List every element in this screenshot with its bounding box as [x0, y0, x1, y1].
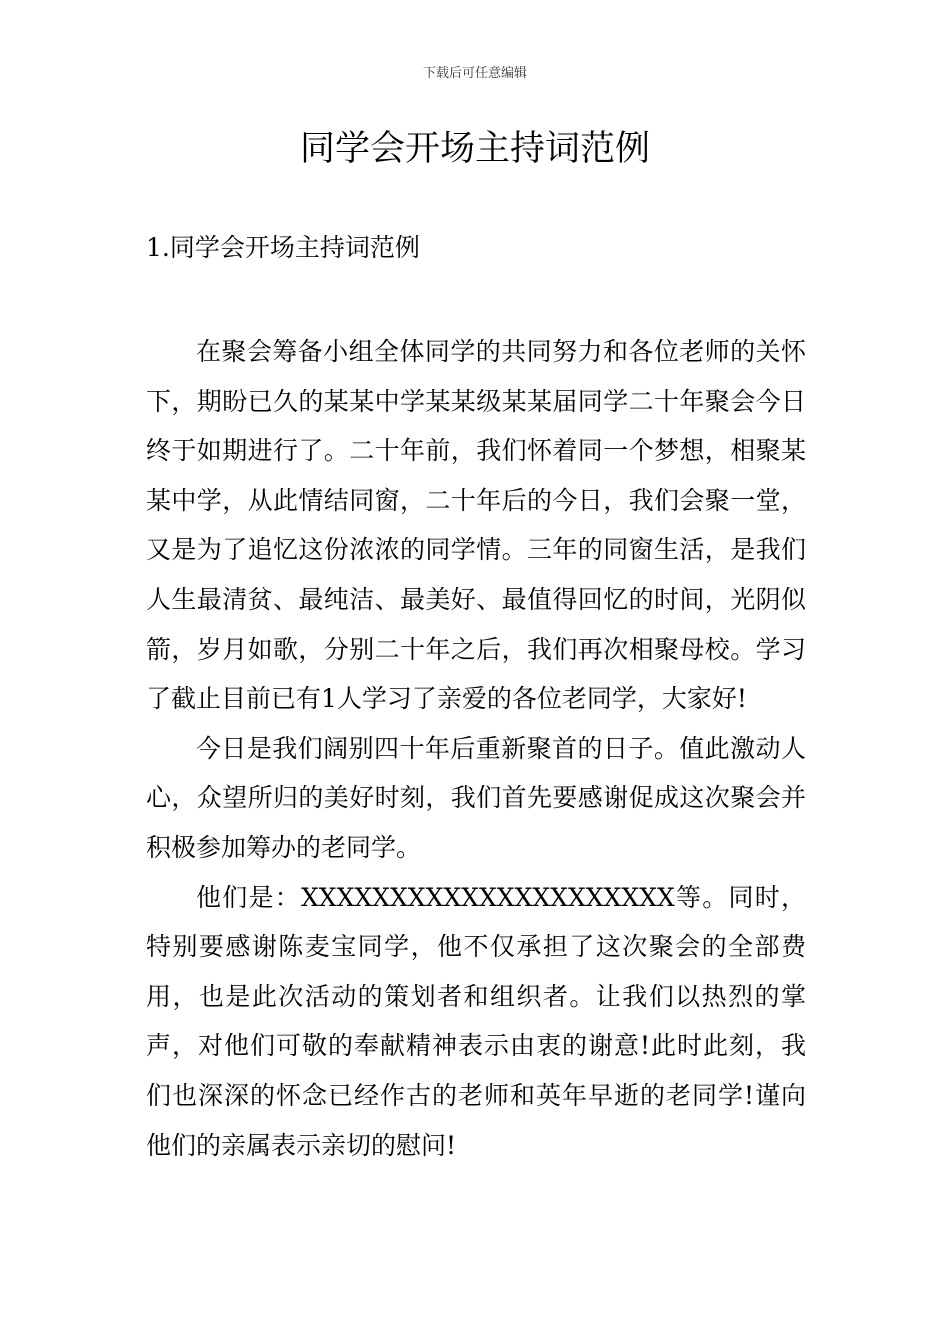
paragraph: 他们是：XXXXXXXXXXXXXXXXXXXXX等。同时，特别要感谢陈麦宝同学，他不仅承担了这次聚会的全部费用，也是此次活动的策划者和组织者。让我们以热烈的掌声，对他们可敬的奉献精神表示由衷的谢意!此时此刻，我们也深深的怀念已经作古的老师和英年早逝的老同学!谨向他们的亲属表示亲切的慰问! — [146, 882, 806, 1160]
document-title: 同学会开场主持词范例 — [299, 129, 650, 169]
section-heading: 1.同学会开场主持词范例 — [146, 233, 420, 262]
body-text — [146, 327, 806, 1170]
header-note: 下载后可任意编辑 — [422, 66, 527, 81]
paragraph: 今日是我们阔别四十年后重新聚首的日子。值此激动人心，众望所归的美好时刻，我们首先要感谢促成这次聚会并积极参加筹办的老同学。 — [146, 733, 806, 862]
paragraph: 在聚会筹备小组全体同学的共同努力和各位老师的关怀下，期盼已久的某某中学某某级某某届同学二十年聚会今日终于如期进行了。二十年前，我们怀着同一个梦想，相聚某某中学，从此情结同窗，二十年后的今日，我们会聚一堂，又是为了追忆这份浓浓的同学情。三年的同窗生活，是我们人生最清贫、最纯洁、最美好、最值得回忆的时间，光阴似箭，岁月如歌，分别二十年之后，我们再次相聚母校。学习了截止目前已有1人学习了亲爱的各位老同学，大家好! — [146, 337, 806, 714]
